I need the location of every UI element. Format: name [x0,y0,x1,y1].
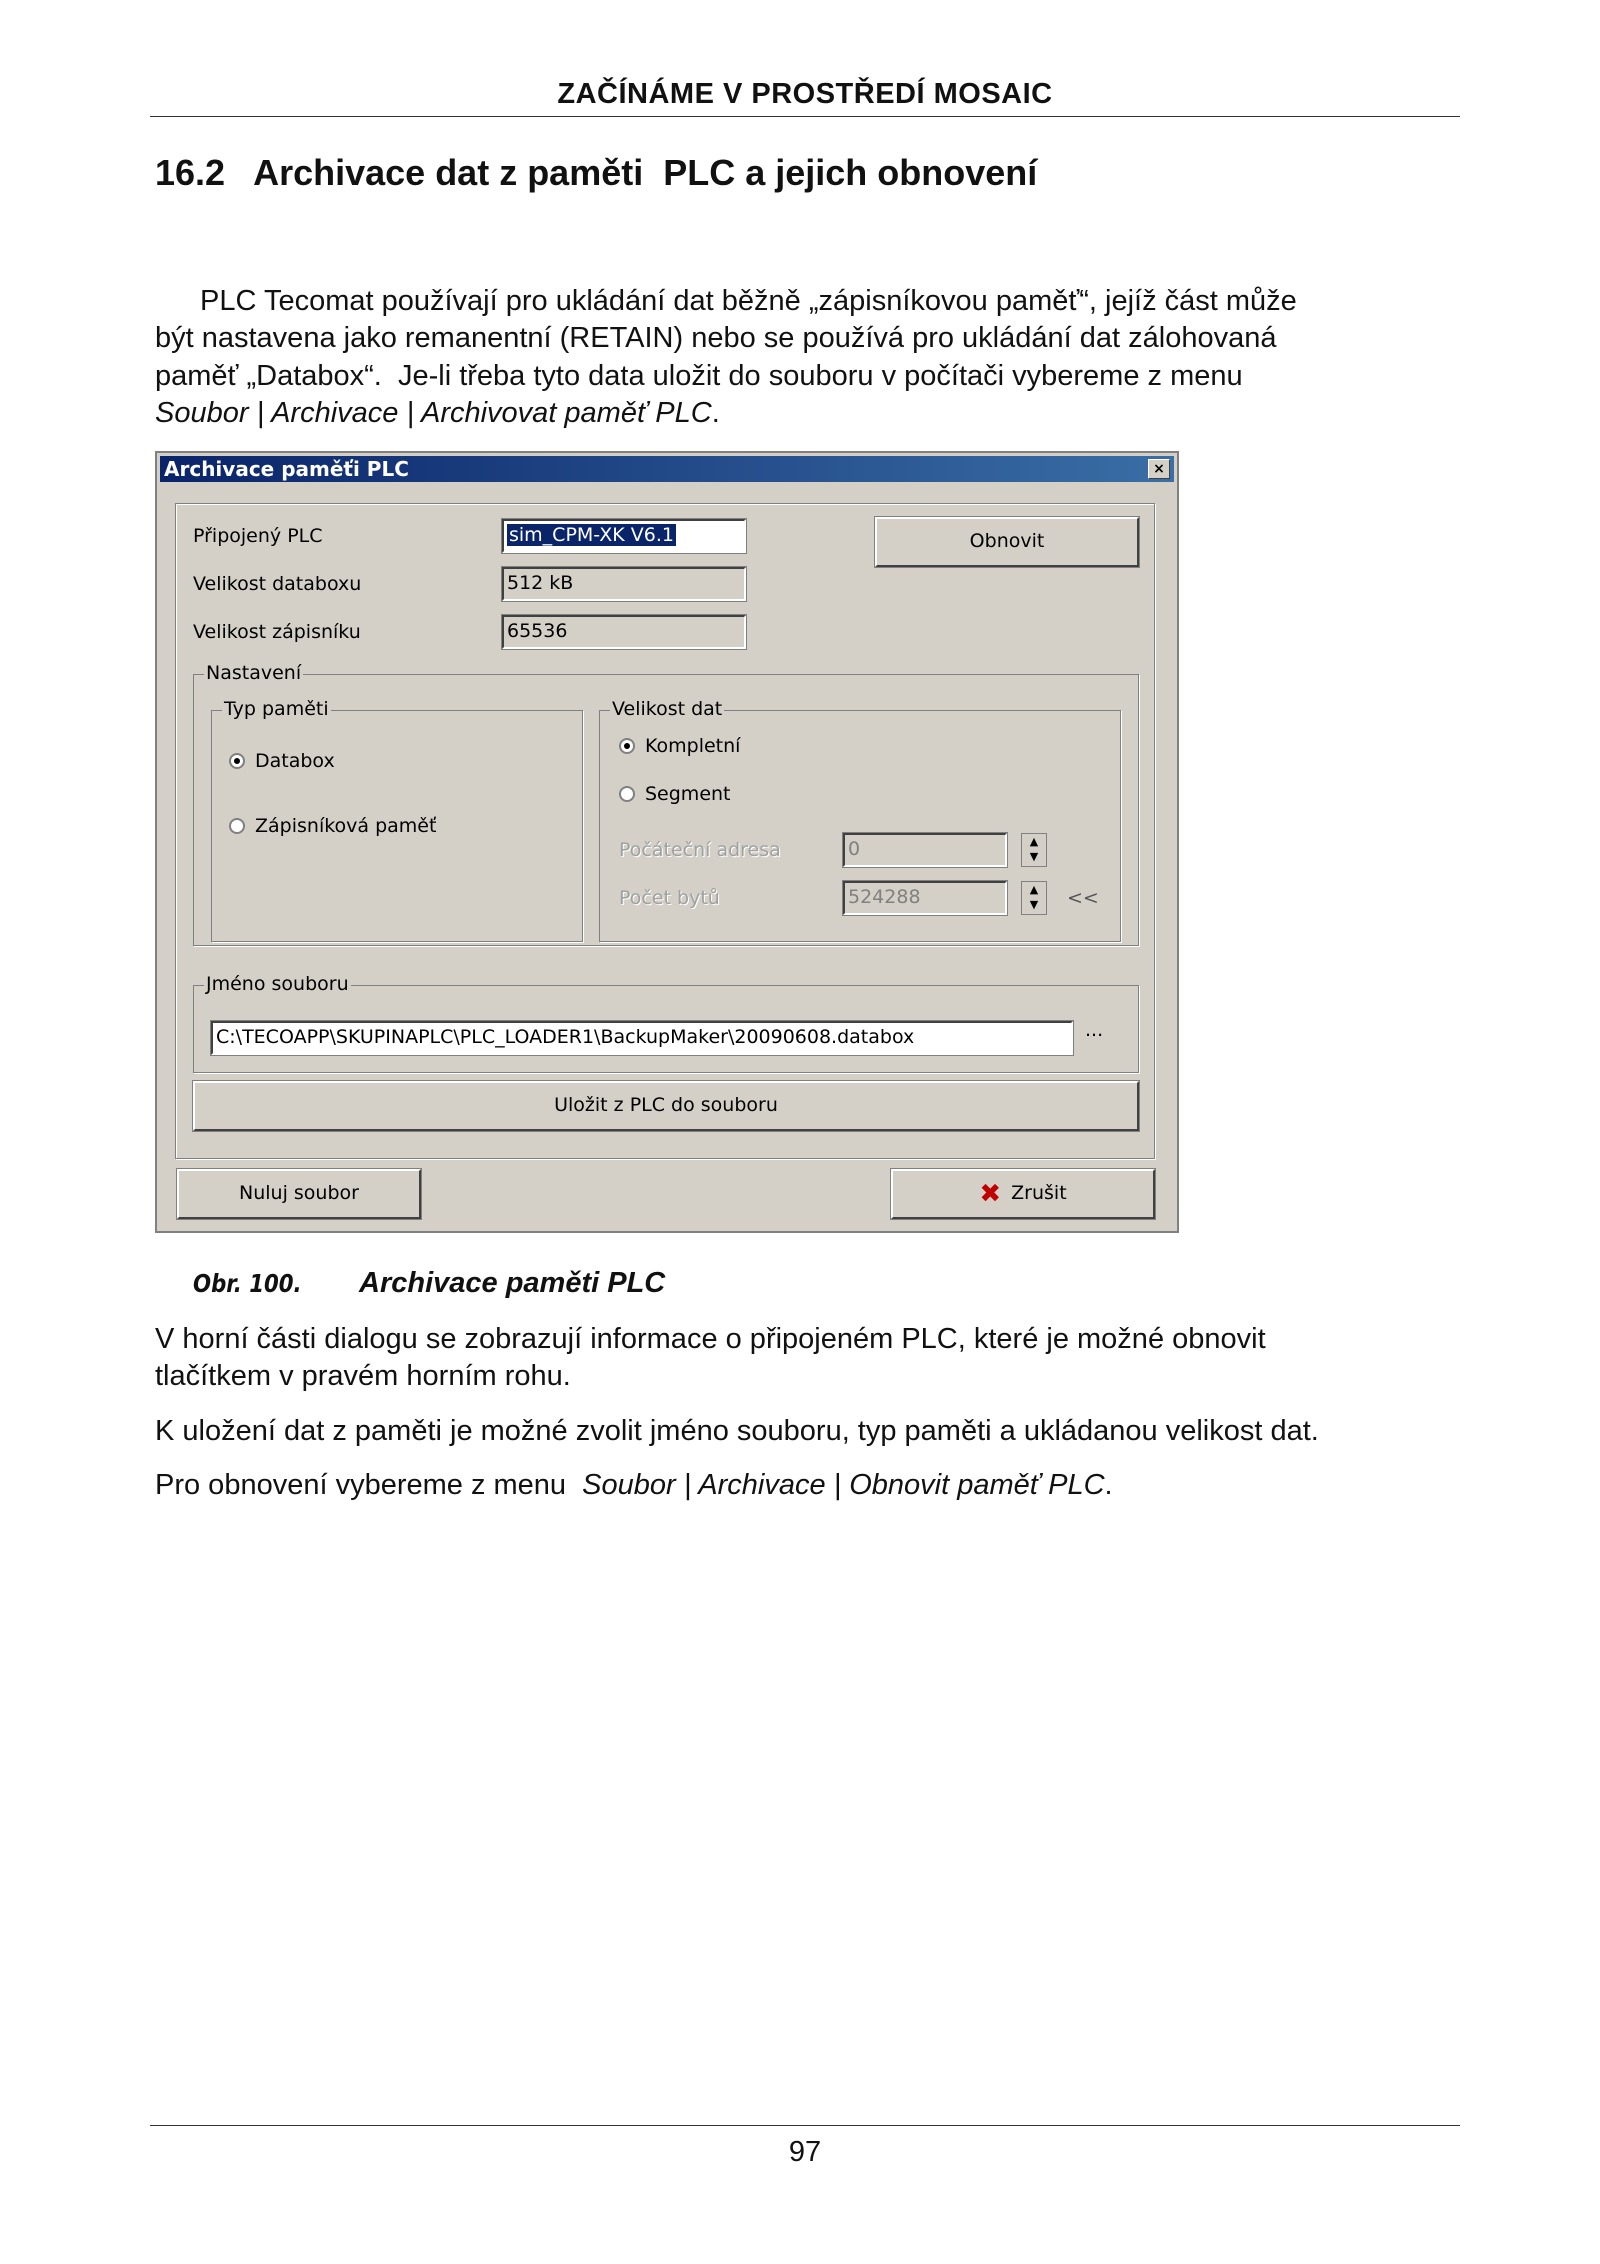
dialog-title: Archivace paměťi PLC [164,457,409,481]
save-to-file-button[interactable]: Uložit z PLC do souboru [193,1081,1139,1131]
page-number: 97 [788,2136,822,2168]
notebook-size-field: 65536 [502,615,746,649]
cancel-x-icon: ✖ [979,1178,1002,1209]
data-size-group-label: Velikost dat [612,698,723,720]
notebook-size-label: Velikost zápisníku [193,621,361,643]
radio-notebook[interactable] [229,815,436,837]
radio-unchecked-icon [619,786,635,802]
radio-complete[interactable] [619,735,740,757]
figure-title: Archivace paměti PLC [359,1267,666,1299]
footer-rule [150,2125,1460,2126]
radio-segment[interactable] [619,783,731,805]
figure-number: Obr. 100. [193,1269,302,1298]
body-p3 [155,1467,1455,1504]
settings-group-label: Nastavení [206,662,302,684]
archive-dialog [155,451,1179,1233]
menu-path-archive: Soubor | Archivace | Archivovat paměť PLC [155,397,712,429]
browse-button[interactable]: ... [1085,1019,1104,1041]
memory-type-group-label: Typ paměti [224,698,329,720]
databox-size-label: Velikost databoxu [193,573,362,595]
connected-plc-value: sim_CPM-XK V6.1 [509,524,674,546]
menu-path-restore: Soubor | Archivace | Obnovit paměť PLC [582,1469,1105,1501]
byte-count-label: Počet bytů [619,887,720,909]
cancel-button-label: Zrušit [1011,1182,1067,1204]
byte-count-spinner[interactable]: ▲ ▼ [1021,881,1047,915]
file-path-input[interactable]: C:\TECOAPP\SKUPINAPLC\PLC_LOADER1\BackupMaker\20090608.databox [211,1021,1073,1055]
radio-databox-label: Databox [255,750,335,772]
body-p1-line-2: tlačítkem v pravém horním rohu. [155,1360,571,1392]
start-address-spinner[interactable]: ▲ ▼ [1021,833,1047,867]
intro-line-2: být nastavena jako remanentní (RETAIN) nebo se používá pro ukládání dat zálohovaná [155,322,1277,354]
refresh-button[interactable]: Obnovit [875,517,1139,567]
databox-size-field: 512 kB [502,567,746,601]
body-p3-prefix: Pro obnovení vybereme z menu [155,1469,583,1501]
radio-databox[interactable] [229,750,335,772]
body-p2: K uložení dat z paměti je možné zvolit jméno souboru, typ paměti a ukládanou velikost dat. [155,1415,1319,1447]
section-title [155,152,1037,194]
cancel-button[interactable] [891,1169,1155,1219]
figure-caption [193,1267,665,1300]
body-p3-suffix: . [1104,1469,1113,1501]
dialog-titlebar [160,456,1174,482]
file-name-group-label: Jméno souboru [206,973,349,995]
byte-count-field[interactable]: 524288 [843,881,1007,915]
intro-line-3: paměť „Databox“. Je-li třeba tyto data uložit do souboru v počítači vybereme z menu [155,360,1243,392]
radio-checked-icon [619,738,635,754]
body-p1-line-1: V horní části dialogu se zobrazují informace o připojeném PLC, které je možné obnovit [155,1323,1266,1355]
radio-notebook-label: Zápisníková paměť [255,815,437,837]
start-address-field[interactable]: 0 [843,833,1007,867]
section-title-text: Archivace dat z paměti PLC a jejich obnovení [253,152,1038,193]
clear-file-button[interactable]: Nuluj soubor [177,1169,421,1219]
intro-line-4 [155,395,1455,432]
header-rule [150,116,1460,117]
radio-checked-icon [229,753,245,769]
menu-path-suffix: . [711,397,720,429]
intro-line-1: PLC Tecomat používají pro ukládání dat běžně „zápisníkovou paměť“, jejíž část může [200,285,1297,317]
connected-plc-field [502,519,746,553]
radio-unchecked-icon [229,818,245,834]
close-icon[interactable]: × [1148,459,1170,479]
running-header: ZAČÍNÁME V PROSTŘEDÍ MOSAIC [557,78,1053,110]
section-number: 16.2 [155,152,226,193]
radio-segment-label: Segment [645,783,731,805]
connected-plc-label: Připojený PLC [193,525,323,547]
radio-complete-label: Kompletní [645,735,741,757]
collapse-button[interactable]: << [1067,887,1099,909]
start-address-label: Počáteční adresa [619,839,781,861]
